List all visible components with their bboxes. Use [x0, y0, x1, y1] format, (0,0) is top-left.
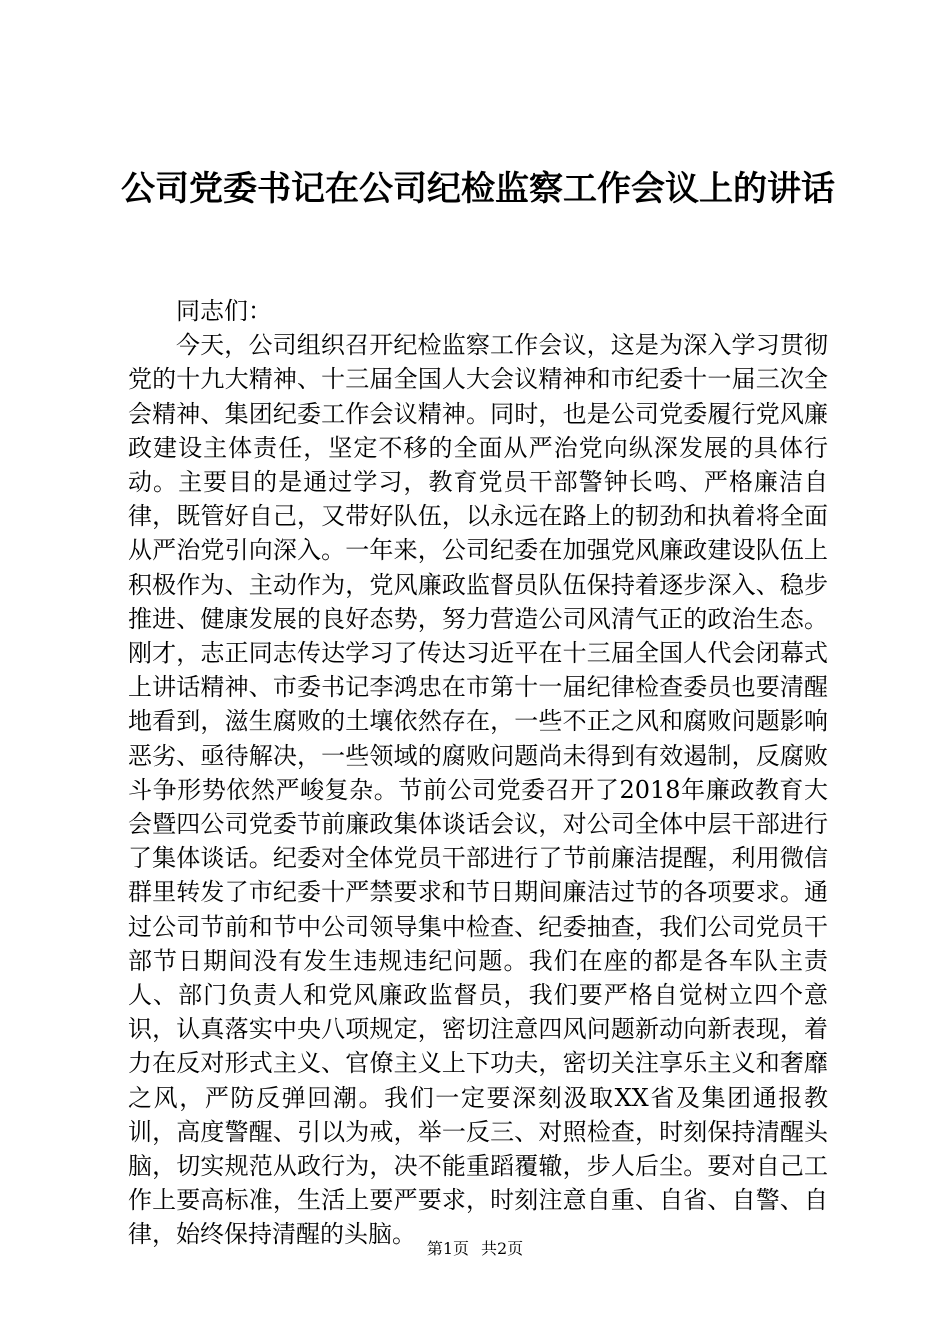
document-body [128, 294, 828, 1252]
document-title: 公司党委书记在公司纪检监察工作会议上的讲话 [121, 169, 835, 209]
page-total: 共2页 [481, 1239, 524, 1258]
body-paragraph: 今天，公司组织召开纪检监察工作会议，这是为深入学习贯彻党的十九大精神、十三届全国人大会议精神和市纪委十一届三次全会精神、集团纪委工作会议精神。同时，也是公司党委履行党风廉政建设主体责任，坚定不移的全面从严治党向纵深发展的具体行动。主要目的是通过学习，教育党员干部警钟长鸣、严格廉洁自律，既管好自己，又带好队伍，以永远在路上的韧劲和执着将全面从严治党引向深入。一年来，公司纪委在加强党风廉政建设队伍上积极作为、主动作为，党风廉政监督员队伍保持着逐步深入、稳步推进、健康发展的良好态势，努力营造公司风清气正的政治生态。刚才，志正同志传达学习了传达习近平在十三届全国人代会闭幕式上讲话精神、市委书记李鸿忠在市第十一届纪律检查委员也要清醒地看到，滋生腐败的土壤依然存在，一些不正之风和腐败问题影响恶劣、亟待解决，一些领域的腐败问题尚未得到有效遏制，反腐败斗争形势依然严峻复杂。节前公司党委召开了2018年廉政教育大会暨四公司党委节前廉政集体谈话会议，对公司全体中层干部进行了集体谈话。纪委对全体党员干部进行了节前廉洁提醒，利用微信群里转发了市纪委十严禁要求和节日期间廉洁过节的各项要求。通过公司节前和节中公司领导集中检查、纪委抽查，我们公司党员干部节日期间没有发生违规违纪问题。我们在座的都是各车队主责人、部门负责人和党风廉政监督员，我们要严格自觉树立四个意识，认真落实中央八项规定，密切注意四风问题新动向新表现，着力在反对形式主义、官僚主义上下功夫，密切关注享乐主义和奢靡之风，严防反弹回潮。我们一定要深刻汲取XX省及集团通报教训，高度警醒、引以为戒，举一反三、对照检查，时刻保持清醒头脑，切实规范从政行为，决不能重蹈覆辙，步人后尘。要对自己工作上要高标准，生活上要严要求，时刻注意自重、自省、自警、自律，始终保持清醒的头脑。 [128, 331, 828, 1249]
page-footer [0, 1238, 950, 1260]
page-number: 第1页 [426, 1239, 469, 1258]
salutation: 同志们： [176, 297, 272, 325]
